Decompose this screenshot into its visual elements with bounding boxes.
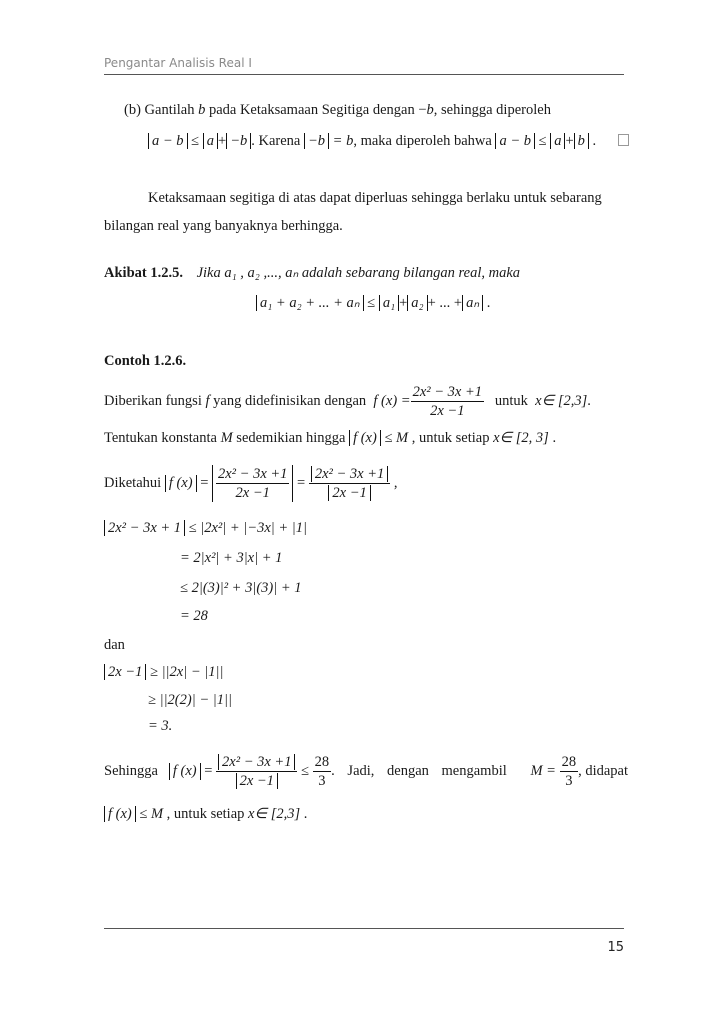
abs-denominator: 2x −1	[236, 773, 278, 789]
contoh-text: , untuk setiap	[411, 430, 490, 446]
period: .	[486, 295, 491, 311]
abs-a1: a₁	[379, 295, 399, 311]
contoh-text: sedemikian hingga	[236, 430, 346, 446]
period: .	[552, 430, 557, 446]
diketahui-line	[104, 460, 398, 506]
equals-sign: =	[297, 474, 306, 491]
footer-rule	[104, 928, 624, 929]
abs-quadratic: 2x² − 3x + 1	[104, 520, 185, 536]
contoh-text: Diberikan fungsi	[104, 392, 202, 409]
abs-a-minus-b: a − b	[495, 133, 535, 149]
fraction-of-abs	[216, 753, 297, 790]
contoh-line2	[104, 430, 556, 447]
fraction-denominator: 3	[565, 772, 573, 789]
var-b: b	[198, 102, 206, 118]
step-rhs: ≥ ||2x| − |1||	[149, 664, 224, 680]
abs-linear: 2x −1	[104, 664, 146, 680]
var-b: b	[426, 102, 434, 118]
akibat-text: adalah sebarang bilangan real, maka	[301, 265, 521, 281]
sehingga-text: . Jadi, dengan mengambil	[331, 762, 507, 779]
le-M: ≤ M	[384, 430, 409, 446]
abs-a-minus-b: a − b	[148, 133, 188, 149]
plus-sign: +	[399, 295, 408, 311]
le-sign: ≤	[301, 762, 310, 779]
part-b-text: (b) Gantilah	[124, 102, 195, 118]
diketahui-label: Diketahui	[104, 474, 162, 491]
M-equals: M =	[530, 762, 556, 779]
denom-step-3: = 3.	[148, 718, 173, 734]
step-3: ≤ 2|(3)|² + 3|(3)| + 1	[180, 580, 302, 596]
fraction-numerator: 2x² − 3x +1	[218, 465, 288, 482]
fraction-numerator: 2x² − 3x +1	[412, 383, 482, 400]
sehingga-text: , didapat	[578, 762, 628, 779]
sehingga-label: Sehingga	[104, 762, 158, 779]
fraction-of-abs	[309, 465, 390, 502]
equals-sign: =	[200, 474, 209, 491]
para-line2: bilangan real yang banyaknya berhingga.	[104, 218, 343, 234]
fraction-28-3	[560, 753, 579, 790]
denom-step-2: ≥ ||2(2)| − |1||	[148, 692, 232, 708]
le-sign: ≤	[538, 133, 547, 149]
period: .	[592, 133, 597, 149]
part-b-text: pada Ketaksamaan Segitiga dengan −	[208, 102, 427, 118]
header-rule	[104, 74, 624, 75]
le-sign: ≤	[191, 133, 200, 149]
contoh-text: Tentukan konstanta	[104, 430, 217, 446]
abs-f-of-x: f (x)	[169, 763, 201, 780]
domain: x∈ [2,3]	[535, 392, 588, 409]
abs-minus-b: −b	[226, 133, 251, 149]
abs-a: a	[550, 133, 565, 149]
contoh-text: yang didefinisikan dengan	[213, 392, 367, 409]
abs-f-of-x: f (x)	[349, 430, 381, 446]
fraction-denominator: 2x −1	[430, 402, 465, 419]
abs-b: b	[574, 133, 589, 149]
part-b-line2	[148, 133, 629, 150]
fraction-numerator: 28	[314, 753, 330, 770]
step-4: = 28	[180, 608, 208, 624]
contoh-label: Contoh 1.2.6.	[104, 353, 187, 369]
abs-denominator: 2x −1	[328, 485, 370, 501]
domain: x∈ [2,3]	[248, 806, 301, 822]
part-b-line1	[124, 102, 624, 119]
akibat-inequality	[256, 295, 490, 312]
contoh-text: untuk	[494, 392, 528, 409]
var-f: f	[205, 392, 210, 409]
abs-f-of-x: f (x)	[104, 806, 136, 822]
akibat-label: Akibat 1.2.5.	[104, 265, 183, 281]
equals-sign: =	[204, 762, 213, 779]
final-text: , untuk setiap	[166, 806, 245, 822]
page-number: 15	[607, 940, 624, 955]
abs-sum: a₁ + a₂ + ... + aₙ	[256, 295, 364, 311]
part-b-text: . Karena	[251, 133, 301, 149]
final-line	[104, 806, 307, 823]
fraction-numerator: 28	[561, 753, 577, 770]
fraction-28-3	[313, 753, 332, 790]
step-2: = 2|x²| + 3|x| + 1	[180, 550, 283, 566]
dan-label: dan	[104, 637, 125, 653]
akibat-vars: a₁ , a₂ ,..., aₙ	[224, 265, 299, 281]
running-header: Pengantar Analisis Real I	[104, 56, 252, 70]
plus-sign: +	[218, 133, 227, 149]
abs-a: a	[203, 133, 218, 149]
domain: x∈ [2, 3]	[493, 430, 549, 446]
part-b-text: , maka diperoleh bahwa	[353, 133, 492, 149]
contoh-line1	[104, 378, 628, 424]
step-rhs: ≤ |2x²| + |−3x| + |1|	[188, 520, 307, 536]
plus-sign: +	[565, 133, 574, 149]
part-b-text: , sehingga diperoleh	[433, 102, 551, 118]
akibat-text: Jika	[196, 265, 221, 281]
abs-numerator: 2x² − 3x +1	[218, 754, 295, 770]
abs-an: aₙ	[462, 295, 483, 311]
sehingga-line	[104, 748, 628, 794]
abs-fraction	[212, 465, 293, 502]
le-sign: ≤	[367, 295, 376, 311]
f-of-x: f (x) =	[373, 392, 411, 409]
function-fraction	[411, 383, 484, 420]
para-line1: Ketaksamaan segitiga di atas dapat diperluas sehingga berlaku untuk sebarang	[148, 190, 602, 206]
comma: ,	[393, 474, 398, 491]
plus-dots: + ... +	[427, 295, 463, 311]
period: .	[587, 392, 591, 409]
akibat-statement	[104, 265, 520, 282]
qed-icon	[618, 134, 629, 146]
abs-f-of-x: f (x)	[165, 475, 197, 492]
var-M: M	[220, 430, 233, 446]
denom-step-1	[104, 664, 223, 681]
fraction-denominator: 2x −1	[235, 484, 270, 501]
equals-b: = b	[332, 133, 354, 149]
abs-numerator: 2x² − 3x +1	[311, 466, 388, 482]
period: .	[303, 806, 308, 822]
fraction-denominator: 3	[318, 772, 326, 789]
step-1	[104, 520, 307, 537]
abs-minus-b: −b	[304, 133, 329, 149]
abs-a2: a₂	[407, 295, 427, 311]
le-M: ≤ M	[139, 806, 164, 822]
